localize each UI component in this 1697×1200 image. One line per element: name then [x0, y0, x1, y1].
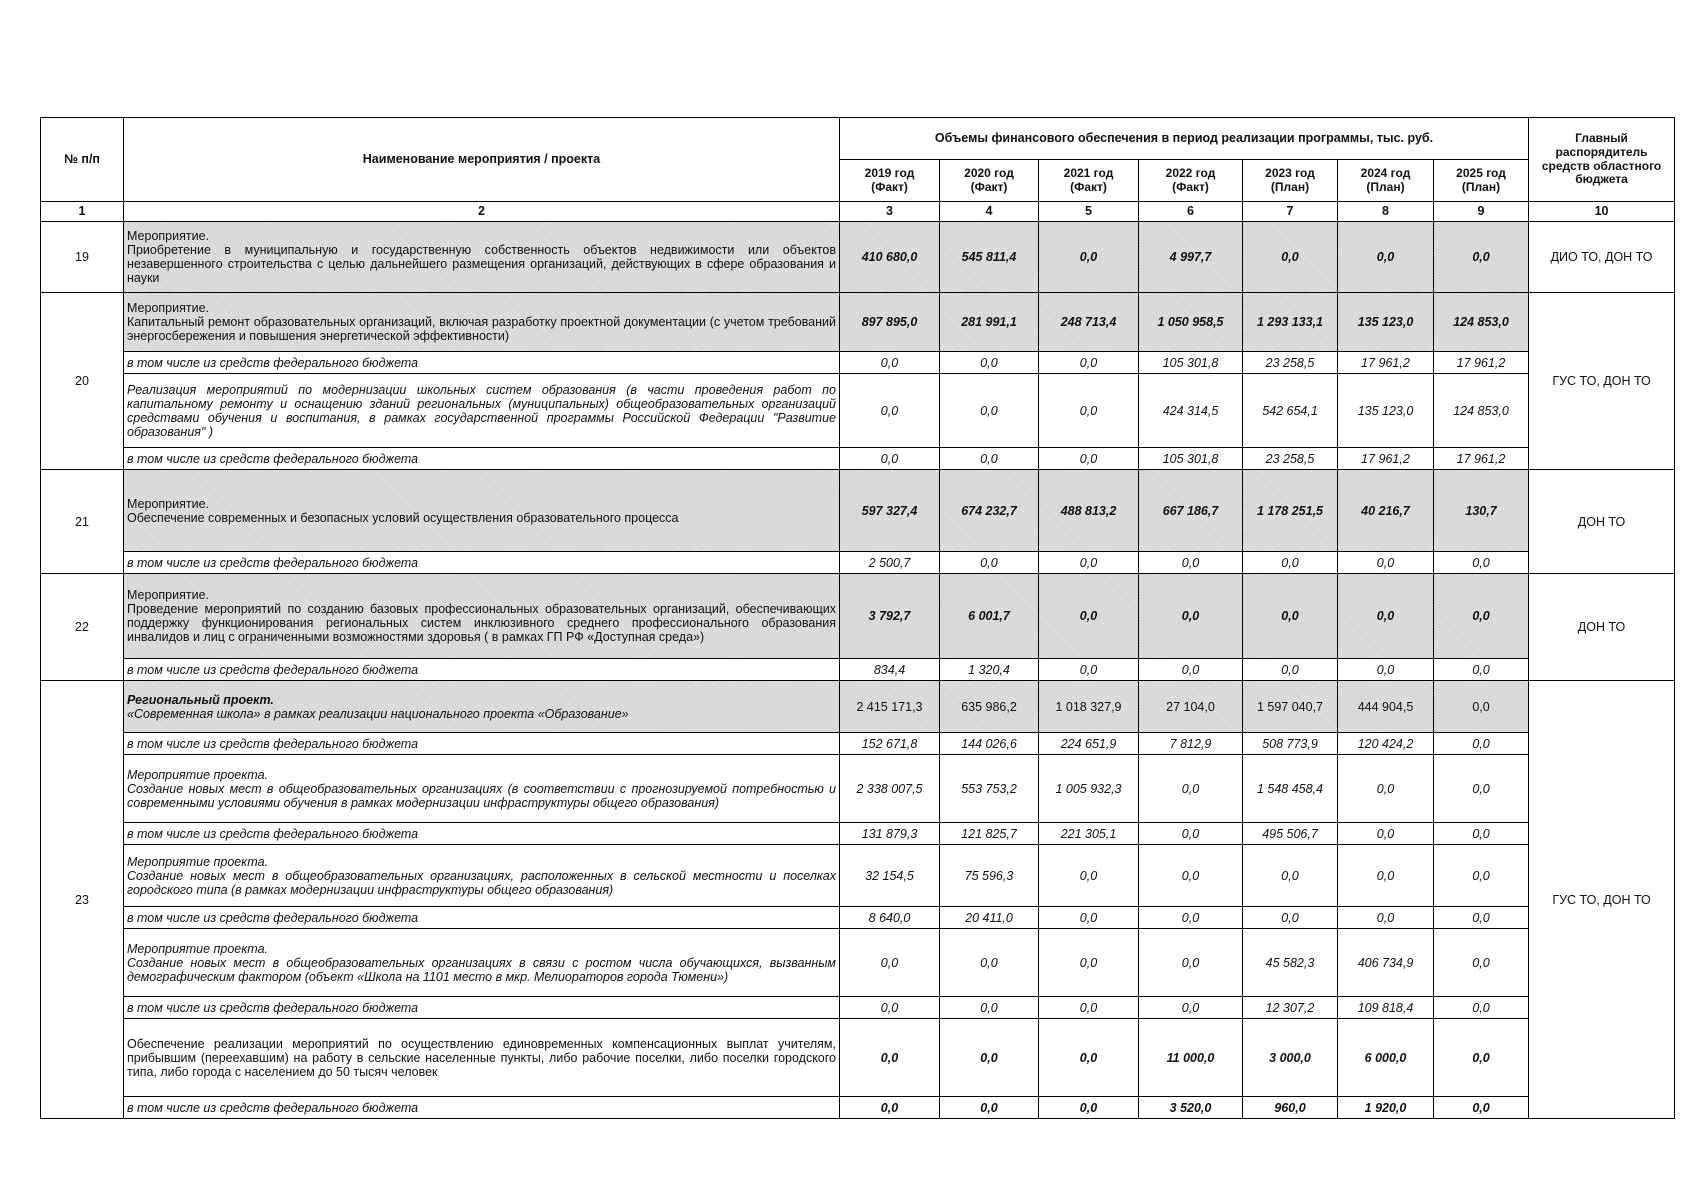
- value-cell: 1 597 040,7: [1243, 681, 1338, 733]
- index-cell: 10: [1529, 202, 1675, 222]
- value-cell: 0,0: [940, 929, 1039, 997]
- table-row: [41, 733, 1675, 755]
- value-cell: 897 895,0: [840, 293, 940, 352]
- value-cell: 508 773,9: [1243, 733, 1338, 755]
- table-row: [41, 929, 1675, 997]
- value-cell: 1 920,0: [1338, 1097, 1434, 1119]
- value-cell: 542 654,1: [1243, 374, 1338, 448]
- row-title: Мероприятие. Капитальный ремонт образовательных организаций, включая разработку проектной документации (с учетом требований энергосбережения и повышения энергетической эффективности): [124, 293, 840, 352]
- value-cell: 0,0: [940, 448, 1039, 470]
- table-row: [41, 681, 1675, 733]
- value-cell: 0,0: [1243, 574, 1338, 659]
- value-cell: 0,0: [1338, 574, 1434, 659]
- value-cell: 545 811,4: [940, 222, 1039, 293]
- value-cell: 553 753,2: [940, 755, 1039, 823]
- value-cell: 0,0: [1039, 929, 1139, 997]
- value-cell: 40 216,7: [1338, 470, 1434, 552]
- value-cell: 0,0: [1039, 907, 1139, 929]
- value-cell: 7 812,9: [1139, 733, 1243, 755]
- value-cell: 17 961,2: [1434, 352, 1529, 374]
- value-cell: 0,0: [840, 1097, 940, 1119]
- value-cell: 0,0: [1243, 552, 1338, 574]
- value-cell: 0,0: [1338, 659, 1434, 681]
- row-title: Мероприятие проекта. Создание новых мест в общеобразовательных организациях (в соответствии с прогнозируемой потребностью и современными условиями обучения в рамках модернизации инфраструктуры общего образования): [124, 755, 840, 823]
- value-cell: 0,0: [1039, 222, 1139, 293]
- value-cell: 0,0: [1139, 845, 1243, 907]
- value-cell: 0,0: [1338, 222, 1434, 293]
- value-cell: 1 018 327,9: [1039, 681, 1139, 733]
- row-number: 23: [41, 681, 124, 1119]
- index-row: [41, 202, 1675, 222]
- value-cell: 0,0: [1039, 1097, 1139, 1119]
- row-title: Обеспечение реализации мероприятий по осуществлению единовременных компенсационных выплат учителям, прибывшим (переехавшим) на работу в сельские населенные пункты, либо рабочие поселки, либо поселки городского типа, либо города с населением до 50 тысяч человек: [124, 1019, 840, 1097]
- header-year-2024: 2024 год (План): [1338, 160, 1434, 202]
- value-cell: 0,0: [1338, 845, 1434, 907]
- value-cell: 0,0: [1039, 448, 1139, 470]
- value-cell: 135 123,0: [1338, 374, 1434, 448]
- value-cell: 0,0: [1039, 845, 1139, 907]
- value-cell: 221 305,1: [1039, 823, 1139, 845]
- index-cell: 2: [124, 202, 840, 222]
- federal-label: в том числе из средств федерального бюджета: [124, 659, 840, 681]
- value-cell: 0,0: [1338, 823, 1434, 845]
- header-volumes: Объемы финансового обеспечения в период реализации программы, тыс. руб.: [840, 118, 1529, 160]
- federal-label: в том числе из средств федерального бюджета: [124, 997, 840, 1019]
- value-cell: 32 154,5: [840, 845, 940, 907]
- table-row: [41, 845, 1675, 907]
- table-row: [41, 823, 1675, 845]
- value-cell: 12 307,2: [1243, 997, 1338, 1019]
- value-cell: 23 258,5: [1243, 352, 1338, 374]
- row-title: Мероприятие. Обеспечение современных и безопасных условий осуществления образовательного процесса: [124, 470, 840, 552]
- federal-label: в том числе из средств федерального бюджета: [124, 907, 840, 929]
- value-cell: 135 123,0: [1338, 293, 1434, 352]
- row-number: 22: [41, 574, 124, 681]
- value-cell: 0,0: [1434, 997, 1529, 1019]
- index-cell: 5: [1039, 202, 1139, 222]
- value-cell: 674 232,7: [940, 470, 1039, 552]
- value-cell: 488 813,2: [1039, 470, 1139, 552]
- federal-label: в том числе из средств федерального бюджета: [124, 552, 840, 574]
- value-cell: 0,0: [1139, 907, 1243, 929]
- federal-label: в том числе из средств федерального бюджета: [124, 1097, 840, 1119]
- value-cell: 8 640,0: [840, 907, 940, 929]
- index-cell: 7: [1243, 202, 1338, 222]
- value-cell: 0,0: [940, 374, 1039, 448]
- value-cell: 105 301,8: [1139, 352, 1243, 374]
- table-row: [41, 755, 1675, 823]
- value-cell: 224 651,9: [1039, 733, 1139, 755]
- value-cell: 0,0: [1243, 659, 1338, 681]
- manager-cell: ДОН ТО: [1529, 470, 1675, 574]
- federal-label: в том числе из средств федерального бюджета: [124, 823, 840, 845]
- value-cell: 0,0: [1139, 659, 1243, 681]
- value-cell: 0,0: [1139, 552, 1243, 574]
- value-cell: 0,0: [1434, 681, 1529, 733]
- value-cell: 0,0: [1139, 823, 1243, 845]
- index-cell: 8: [1338, 202, 1434, 222]
- value-cell: 444 904,5: [1338, 681, 1434, 733]
- federal-label: в том числе из средств федерального бюджета: [124, 733, 840, 755]
- index-cell: 6: [1139, 202, 1243, 222]
- table-row: [41, 470, 1675, 552]
- value-cell: 17 961,2: [1338, 448, 1434, 470]
- value-cell: 27 104,0: [1139, 681, 1243, 733]
- value-cell: 410 680,0: [840, 222, 940, 293]
- value-cell: 3 000,0: [1243, 1019, 1338, 1097]
- manager-cell: ДИО ТО, ДОН ТО: [1529, 222, 1675, 293]
- manager-cell: ДОН ТО: [1529, 574, 1675, 681]
- value-cell: 0,0: [1039, 997, 1139, 1019]
- value-cell: 2 415 171,3: [840, 681, 940, 733]
- header-year-2019: 2019 год (Факт): [840, 160, 940, 202]
- value-cell: 0,0: [1434, 929, 1529, 997]
- value-cell: 1 548 458,4: [1243, 755, 1338, 823]
- table-row: [41, 907, 1675, 929]
- value-cell: 248 713,4: [1039, 293, 1139, 352]
- table-row: [41, 222, 1675, 293]
- value-cell: 0,0: [1039, 574, 1139, 659]
- index-cell: 1: [41, 202, 124, 222]
- value-cell: 2 500,7: [840, 552, 940, 574]
- value-cell: 23 258,5: [1243, 448, 1338, 470]
- table-row: [41, 997, 1675, 1019]
- finance-table: [40, 117, 1675, 1119]
- value-cell: 0,0: [1243, 845, 1338, 907]
- value-cell: 120 424,2: [1338, 733, 1434, 755]
- value-cell: 0,0: [1039, 352, 1139, 374]
- manager-cell: ГУС ТО, ДОН ТО: [1529, 293, 1675, 470]
- value-cell: 6 001,7: [940, 574, 1039, 659]
- value-cell: 0,0: [1039, 659, 1139, 681]
- table-row: [41, 1019, 1675, 1097]
- value-cell: 597 327,4: [840, 470, 940, 552]
- table-row: [41, 659, 1675, 681]
- value-cell: 0,0: [1338, 907, 1434, 929]
- value-cell: 1 178 251,5: [1243, 470, 1338, 552]
- header-manager: Главный распорядитель средств областного бюджета: [1529, 118, 1675, 202]
- header-year-2023: 2023 год (План): [1243, 160, 1338, 202]
- value-cell: 0,0: [1434, 574, 1529, 659]
- value-cell: 0,0: [1338, 755, 1434, 823]
- value-cell: 0,0: [940, 1097, 1039, 1119]
- index-cell: 3: [840, 202, 940, 222]
- value-cell: 406 734,9: [1338, 929, 1434, 997]
- table-row: [41, 1097, 1675, 1119]
- value-cell: 130,7: [1434, 470, 1529, 552]
- value-cell: 0,0: [1434, 733, 1529, 755]
- value-cell: 121 825,7: [940, 823, 1039, 845]
- row-title: Мероприятие. Приобретение в муниципальную и государственную собственность объектов недвижимости или объектов незавершенного строительства с целью дальнейшего размещения организаций, действующих в сфере образования и науки: [124, 222, 840, 293]
- federal-label: в том числе из средств федерального бюджета: [124, 352, 840, 374]
- value-cell: 281 991,1: [940, 293, 1039, 352]
- finance-table-wrapper: [40, 117, 1674, 1119]
- value-cell: 0,0: [1139, 574, 1243, 659]
- value-cell: 0,0: [1243, 907, 1338, 929]
- value-cell: 0,0: [840, 997, 940, 1019]
- value-cell: 0,0: [1139, 997, 1243, 1019]
- value-cell: 75 596,3: [940, 845, 1039, 907]
- value-cell: 0,0: [1039, 1019, 1139, 1097]
- table-row: [41, 374, 1675, 448]
- value-cell: 0,0: [1434, 222, 1529, 293]
- table-row: [41, 574, 1675, 659]
- value-cell: 0,0: [840, 448, 940, 470]
- value-cell: 2 338 007,5: [840, 755, 940, 823]
- value-cell: 0,0: [1434, 659, 1529, 681]
- value-cell: 960,0: [1243, 1097, 1338, 1119]
- header-name: Наименование мероприятия / проекта: [124, 118, 840, 202]
- value-cell: 3 792,7: [840, 574, 940, 659]
- row-number: 21: [41, 470, 124, 574]
- value-cell: 0,0: [940, 997, 1039, 1019]
- value-cell: 0,0: [1434, 755, 1529, 823]
- table-row: [41, 552, 1675, 574]
- row-number: 19: [41, 222, 124, 293]
- manager-cell: ГУС ТО, ДОН ТО: [1529, 681, 1675, 1119]
- value-cell: 0,0: [1139, 929, 1243, 997]
- value-cell: 0,0: [940, 352, 1039, 374]
- value-cell: 4 997,7: [1139, 222, 1243, 293]
- value-cell: 667 186,7: [1139, 470, 1243, 552]
- value-cell: 144 026,6: [940, 733, 1039, 755]
- value-cell: 109 818,4: [1338, 997, 1434, 1019]
- value-cell: 1 050 958,5: [1139, 293, 1243, 352]
- value-cell: 17 961,2: [1434, 448, 1529, 470]
- row-title: Региональный проект. «Современная школа» в рамках реализации национального проекта «Образование»: [124, 681, 840, 733]
- value-cell: 0,0: [1434, 552, 1529, 574]
- index-cell: 9: [1434, 202, 1529, 222]
- row-title: Мероприятие проекта. Создание новых мест в общеобразовательных организациях в связи с ростом числа обучающихся, вызванным демографическим фактором (объект «Школа на 1101 место в мкр. Мелиораторов города Тюмени»): [124, 929, 840, 997]
- value-cell: 105 301,8: [1139, 448, 1243, 470]
- value-cell: 131 879,3: [840, 823, 940, 845]
- value-cell: 3 520,0: [1139, 1097, 1243, 1119]
- index-cell: 4: [940, 202, 1039, 222]
- row-title: Реализация мероприятий по модернизации школьных систем образования (в части проведения работ по капитальному ремонту и оснащению зданий региональных (муниципальных) общеобразовательных организаций средствами обучения и воспитания, в рамках государственной программы Российской Федерации "Развитие образования" ): [124, 374, 840, 448]
- value-cell: 0,0: [840, 352, 940, 374]
- federal-label: в том числе из средств федерального бюджета: [124, 448, 840, 470]
- value-cell: 45 582,3: [1243, 929, 1338, 997]
- header-num: № п/п: [41, 118, 124, 202]
- value-cell: 124 853,0: [1434, 293, 1529, 352]
- value-cell: 0,0: [1139, 755, 1243, 823]
- value-cell: 0,0: [1039, 374, 1139, 448]
- row-number: 20: [41, 293, 124, 470]
- table-row: [41, 293, 1675, 352]
- header-year-2022: 2022 год (Факт): [1139, 160, 1243, 202]
- value-cell: 20 411,0: [940, 907, 1039, 929]
- value-cell: 0,0: [840, 374, 940, 448]
- value-cell: 1 293 133,1: [1243, 293, 1338, 352]
- value-cell: 424 314,5: [1139, 374, 1243, 448]
- value-cell: 495 506,7: [1243, 823, 1338, 845]
- value-cell: 1 320,4: [940, 659, 1039, 681]
- row-title: Мероприятие проекта. Создание новых мест в общеобразовательных организациях, расположенных в сельской местности и поселках городского типа (в рамках модернизации инфраструктуры общего образования): [124, 845, 840, 907]
- header-year-2020: 2020 год (Факт): [940, 160, 1039, 202]
- value-cell: 0,0: [1039, 552, 1139, 574]
- header-year-2021: 2021 год (Факт): [1039, 160, 1139, 202]
- value-cell: 124 853,0: [1434, 374, 1529, 448]
- value-cell: 152 671,8: [840, 733, 940, 755]
- value-cell: 6 000,0: [1338, 1019, 1434, 1097]
- value-cell: 0,0: [1434, 907, 1529, 929]
- table-row: [41, 448, 1675, 470]
- value-cell: 1 005 932,3: [1039, 755, 1139, 823]
- value-cell: 0,0: [1434, 1097, 1529, 1119]
- value-cell: 17 961,2: [1338, 352, 1434, 374]
- value-cell: 635 986,2: [940, 681, 1039, 733]
- value-cell: 834,4: [840, 659, 940, 681]
- value-cell: 0,0: [1434, 1019, 1529, 1097]
- header-year-2025: 2025 год (План): [1434, 160, 1529, 202]
- value-cell: 0,0: [840, 929, 940, 997]
- value-cell: 0,0: [940, 1019, 1039, 1097]
- value-cell: 11 000,0: [1139, 1019, 1243, 1097]
- value-cell: 0,0: [1243, 222, 1338, 293]
- value-cell: 0,0: [840, 1019, 940, 1097]
- value-cell: 0,0: [1434, 823, 1529, 845]
- table-row: [41, 352, 1675, 374]
- row-title: Мероприятие. Проведение мероприятий по созданию базовых профессиональных образовательных организаций, обеспечивающих поддержку функционирования региональных систем инклюзивного среднего профессионального образования инвалидов и лиц с ограниченными возможностями здоровья ( в рамках ГП РФ «Доступная среда»): [124, 574, 840, 659]
- value-cell: 0,0: [940, 552, 1039, 574]
- value-cell: 0,0: [1434, 845, 1529, 907]
- value-cell: 0,0: [1338, 552, 1434, 574]
